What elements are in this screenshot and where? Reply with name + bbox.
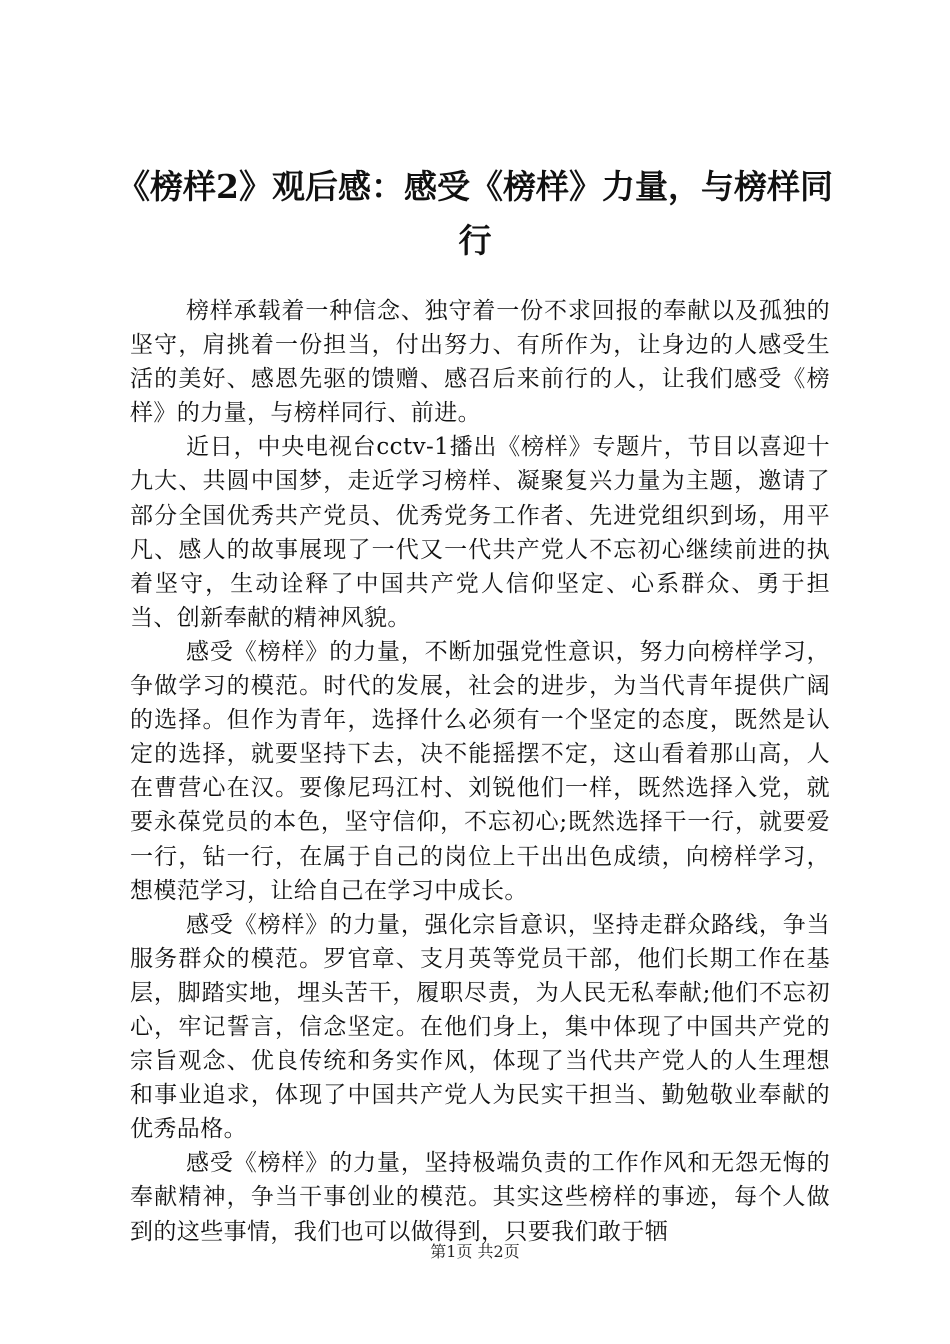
paragraph-1: 榜样承载着一种信念、独守着一份不求回报的奉献以及孤独的坚守，肩挑着一份担当，付出努力、有所作为，让身边的人感受生活的美好、感恩先驱的馈赠、感召后来前行的人，让我们感受《榜样》的力量，与榜样同行、前进。	[130, 298, 830, 427]
document-body	[130, 294, 830, 1249]
paragraph-5: 感受《榜样》的力量，坚持极端负责的工作作风和无怨无悔的奉献精神，争当干事创业的模范。其实这些榜样的事迹，每个人做到的这些事情，我们也可以做得到，只要我们敢于牺	[130, 1150, 830, 1245]
paragraph-3: 感受《榜样》的力量，不断加强党性意识，努力向榜样学习，争做学习的模范。时代的发展，社会的进步，为当代青年提供广阔的选择。但作为青年，选择什么必须有一个坚定的态度，既然是认定的选择，就要坚持下去，决不能摇摆不定，这山看着那山高，人在曹营心在汉。要像尼玛江村、刘锐他们一样，既然选择入党，就要永葆党员的本色，坚守信仰，不忘初心;既然选择干一行，就要爱一行，钻一行，在属于自己的岗位上干出出色成绩，向榜样学习，想模范学习，让给自己在学习中成长。	[130, 638, 830, 904]
document-title: 《榜样2》观后感：感受《榜样》力量，与榜样同行	[117, 167, 833, 260]
paragraph-4: 感受《榜样》的力量，强化宗旨意识，坚持走群众路线，争当服务群众的模范。罗官章、支月英等党员干部，他们长期工作在基层，脚踏实地，埋头苦干，履职尽责，为人民无私奉献;他们不忘初心，牢记誓言，信念坚定。在他们身上，集中体现了中国共产党的宗旨观念、优良传统和务实作风，体现了当代共产党人的人生理想和事业追求，体现了中国共产党人为民实干担当、勤勉敬业奉献的优秀品格。	[130, 911, 830, 1143]
paragraph-2: 近日，中央电视台cctv-1播出《榜样》专题片，节目以喜迎十九大、共圆中国梦，走近学习榜样、凝聚复兴力量为主题，邀请了部分全国优秀共产党员、优秀党务工作者、先进党组织到场，用平凡、感人的故事展现了一代又一代共产党人不忘初心继续前进的执着坚守，生动诠释了中国共产党人信仰坚定、心系群众、勇于担当、创新奉献的精神风貌。	[130, 434, 830, 631]
page-footer: 第1页 共2页	[430, 1242, 520, 1261]
